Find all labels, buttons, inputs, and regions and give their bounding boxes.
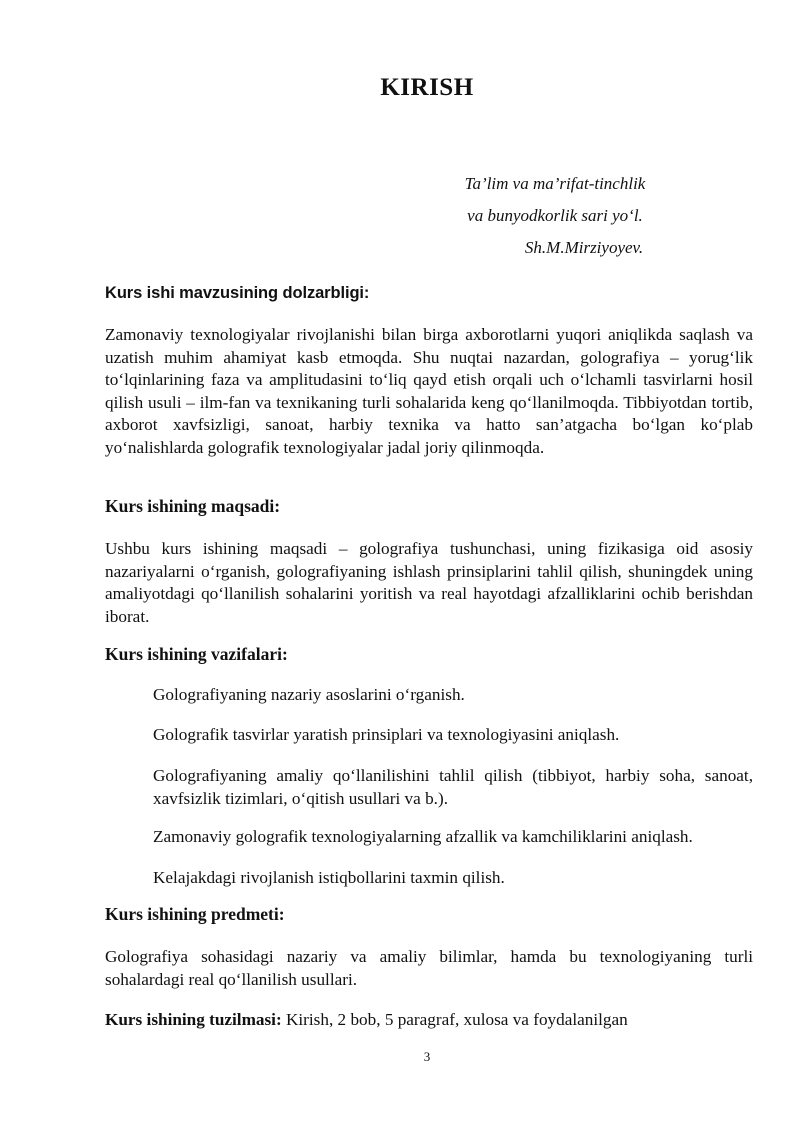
epigraph-author: Sh.M.Mirziyoyev. xyxy=(524,238,644,257)
subject-heading: Kurs ishining predmeti: xyxy=(105,904,285,924)
epigraph-line-1: Ta’lim va ma’rifat-tinchlik xyxy=(464,174,646,193)
epigraph xyxy=(420,168,690,264)
tasks-heading: Kurs ishining vazifalari: xyxy=(105,644,288,664)
task-item-2: Golografik tasvirlar yaratish prinsiplari va texnologiyasini aniqlash. xyxy=(153,725,620,744)
structure-text: Kirish, 2 bob, 5 paragraf, xulosa va foydalanilgan xyxy=(285,1010,628,1029)
goal-heading: Kurs ishining maqsadi: xyxy=(105,496,281,516)
relevance-paragraph: Zamonaviy texnologiyalar rivojlanishi bilan birga axborotlarni yuqori aniqlikda saqlash va uzatish muhim ahamiyat kasb etmoqda. Shu nuqtai nazardan, golografiya – yorug‘lik to‘lqinlarining faza va amplitudasini to‘liq qayd etish orqali uch o‘lchamli tasvirlarni hosil qilish usuli – ilm-fan va texnikaning turli sohalarida keng qo‘llanilmoqda. Tibbiyotdan tortib, axborot xavfsizligi, sanoat, harbiy texnika va hatto san’atgacha bo‘lgan ko‘plab yo‘nalishlarda golografik texnologiyalar jadal joriy qilinmoqda. xyxy=(105,325,753,457)
subject-paragraph: Golografiya sohasidagi nazariy va amaliy bilimlar, hamda bu texnologiyaning turli sohalardagi real qo‘llanilish usullari. xyxy=(105,947,753,989)
structure-heading: Kurs ishining tuzilmasi: xyxy=(105,1010,282,1029)
task-item-4: Zamonaviy golografik texnologiyalarning afzallik va kamchiliklarini aniqlash. xyxy=(153,827,693,846)
task-item-1: Golografiyaning nazariy asoslarini o‘rganish. xyxy=(153,685,465,704)
structure-line xyxy=(105,1009,753,1032)
page-number: 3 xyxy=(423,1049,431,1064)
page-title: KIRISH xyxy=(380,74,474,101)
epigraph-line-2: va bunyodkorlik sari yo‘l. xyxy=(467,206,643,225)
task-item-5: Kelajakdagi rivojlanish istiqbollarini taxmin qilish. xyxy=(153,868,505,887)
relevance-heading: Kurs ishi mavzusining dolzarbligi: xyxy=(105,284,370,302)
goal-paragraph: Ushbu kurs ishining maqsadi – golografiya tushunchasi, uning fizikasiga oid asosiy nazariyalarni o‘rganish, golografiyaning ishlash prinsiplarini tahlil qilish, shuningdek uning amaliyotdagi qo‘llanilish sohalarini yoritish va real hayotdagi afzalliklarini ochib berishdan iborat. xyxy=(105,539,753,626)
task-item-3: Golografiyaning amaliy qo‘llanilishini tahlil qilish (tibbiyot, harbiy soha, sanoat, xavfsizlik tizimlari, o‘qitish usullari va b.). xyxy=(153,766,753,808)
